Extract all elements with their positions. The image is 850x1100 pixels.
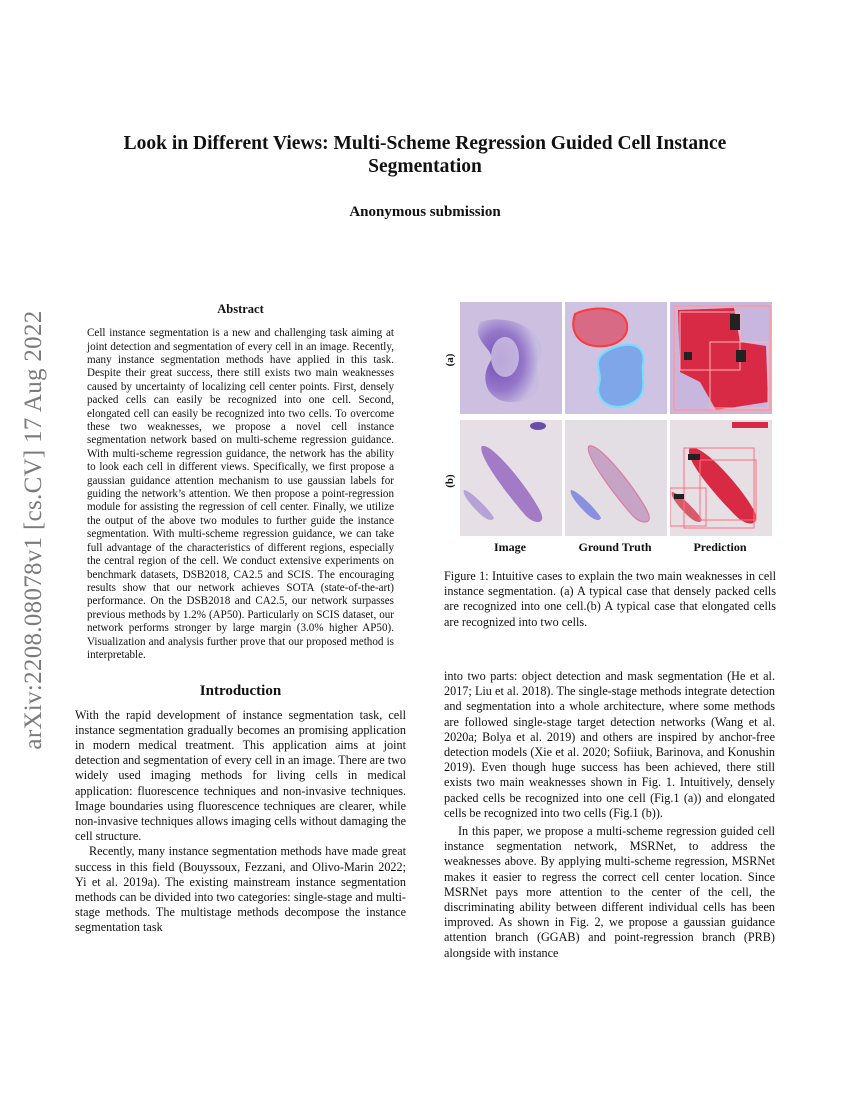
figure-a-image-panel bbox=[460, 302, 562, 414]
paper-title-line-1: Look in Different Views: Multi-Scheme Regression Guided Cell Instance bbox=[123, 133, 727, 154]
figure-b-prediction-panel bbox=[670, 420, 772, 536]
figure-row-label-b: (b) bbox=[444, 474, 456, 488]
intro-paragraph-2: Recently, many instance segmentation methods have made great success in this field (Bouyssoux, Fezzani, and Olivo-Marin 2022; Yi et al. 2019a). The existing mainstream instance segmentation methods can be divided into two categories: single-stage and multi-stage methods. The multistage methods decompose the instance segmentation task bbox=[75, 844, 406, 935]
figure-row-label-a: (a) bbox=[444, 353, 456, 367]
paper-authors: Anonymous submission bbox=[349, 204, 501, 220]
intro-paragraph-1: With the rapid development of instance segmentation task, cell instance segmentation gradually becomes an promising application in modern medical treatment. This application aims at joint detection and segmentation of every cell in an image. There are two widely used imaging methods for living cells in medical application: fluorescence techniques and non-invasive techniques. Image boundaries using fluorescence techniques are clearer, while non-invasive techniques allows imaging cells without damaging the cell structure. bbox=[75, 707, 406, 844]
figure-b-image-panel bbox=[460, 420, 562, 536]
figure-a-prediction-panel bbox=[670, 302, 772, 414]
figure-1-caption: Figure 1: Intuitive cases to explain the two main weaknesses in cell instance segmentation. (a) A typical case that densely packed cells are recognized into one cell.(b) A typical case that elongated cells are recognized into two cells. bbox=[444, 569, 776, 629]
paper-title-line-2: Segmentation bbox=[368, 156, 482, 177]
figure-column-label-image: Image bbox=[494, 540, 526, 554]
right-column-body bbox=[444, 669, 775, 961]
paper-title bbox=[90, 132, 760, 178]
intro-paragraph-3: into two parts: object detection and mask segmentation (He et al. 2017; Liu et al. 2018). The single-stage methods integrate detection and segmentation into a whole architecture, where some methods are followed single-stage target detection networks (Wang et al. 2020a; Bolya et al. 2019) and others are inspired by anchor-free detection models (Xie et al. 2020; Sofiiuk, Barinova, and Konushin 2019). Even though huge success has been achieved, there still exists two main weaknesses shown in Fig. 1. Intuitively, densely packed cells be recognized into one cell (Fig.1 (a)) and elongated cells be recognized into two cells (Fig.1 (b)). bbox=[444, 669, 775, 820]
figure-b-ground-truth-panel bbox=[565, 420, 667, 536]
abstract-text: Cell instance segmentation is a new and challenging task aiming at joint detection and segmentation of every cell in an image. Recently, many instance segmentation methods have applied in this task. Despite their great success, there still exists two main weaknesses caused by uncertainty of localizing cell center points. First, densely packed cells can easily be recognized into one cell. Second, elongated cell can easily be recognized into two cells. To overcome these two weaknesses, we propose a novel cell instance segmentation network based on multi-scheme regression guidance. With multi-scheme regression guidance, the network has the ability to look each cell in different views. Specifically, we first propose a gaussian guidance attention mechanism to use gaussian labels for guiding the network’s attention. We then propose a point-regression module for assisting the regression of cell center. Finally, we utilize the output of the above two modules to further guide the instance segmentation. With multi-scheme regression guidance, we can take full advantage of the characteristics of different regions, especially the central region of the cell. We conduct extensive experiments on benchmark datasets, DSB2018, CA2.5 and SCIS. The encouraging results show that our network achieves SOTA (state-of-the-art) performance. On the DSB2018 and CA2.5, our network surpasses previous methods by 1.2% (AP50). Particularly on SCIS dataset, our network performs stronger by large margin (3.0% higher AP50). Visualization and analysis further prove that our proposed method is interpretable. bbox=[87, 327, 394, 661]
figure-column-label-ground-truth: Ground Truth bbox=[578, 540, 652, 554]
intro-paragraph-4: In this paper, we propose a multi-scheme regression guided cell instance segmentation network, MSRNet, to address the weaknesses above. By applying multi-scheme regression, MSRNet makes it easier to regress the correct cell center location. Since MSRNet pays more attention to the center of the cell, the discriminating ability between different individual cells has been improved. As shown in Fig. 2, we propose a gaussian guidance attention branch (GGAB) and point-regression branch (PRB) alongside with instance bbox=[444, 824, 775, 960]
introduction-heading: Introduction bbox=[199, 683, 282, 700]
figure-1 bbox=[440, 298, 780, 560]
figure-a-ground-truth-panel bbox=[565, 302, 667, 414]
figure-column-label-prediction: Prediction bbox=[693, 540, 747, 554]
left-column bbox=[75, 302, 406, 936]
abstract-heading: Abstract bbox=[217, 302, 264, 316]
arxiv-identifier: arXiv:2208.08078v1 [cs.CV] 17 Aug 2022 bbox=[20, 310, 47, 750]
arxiv-sidebar bbox=[14, 285, 54, 775]
